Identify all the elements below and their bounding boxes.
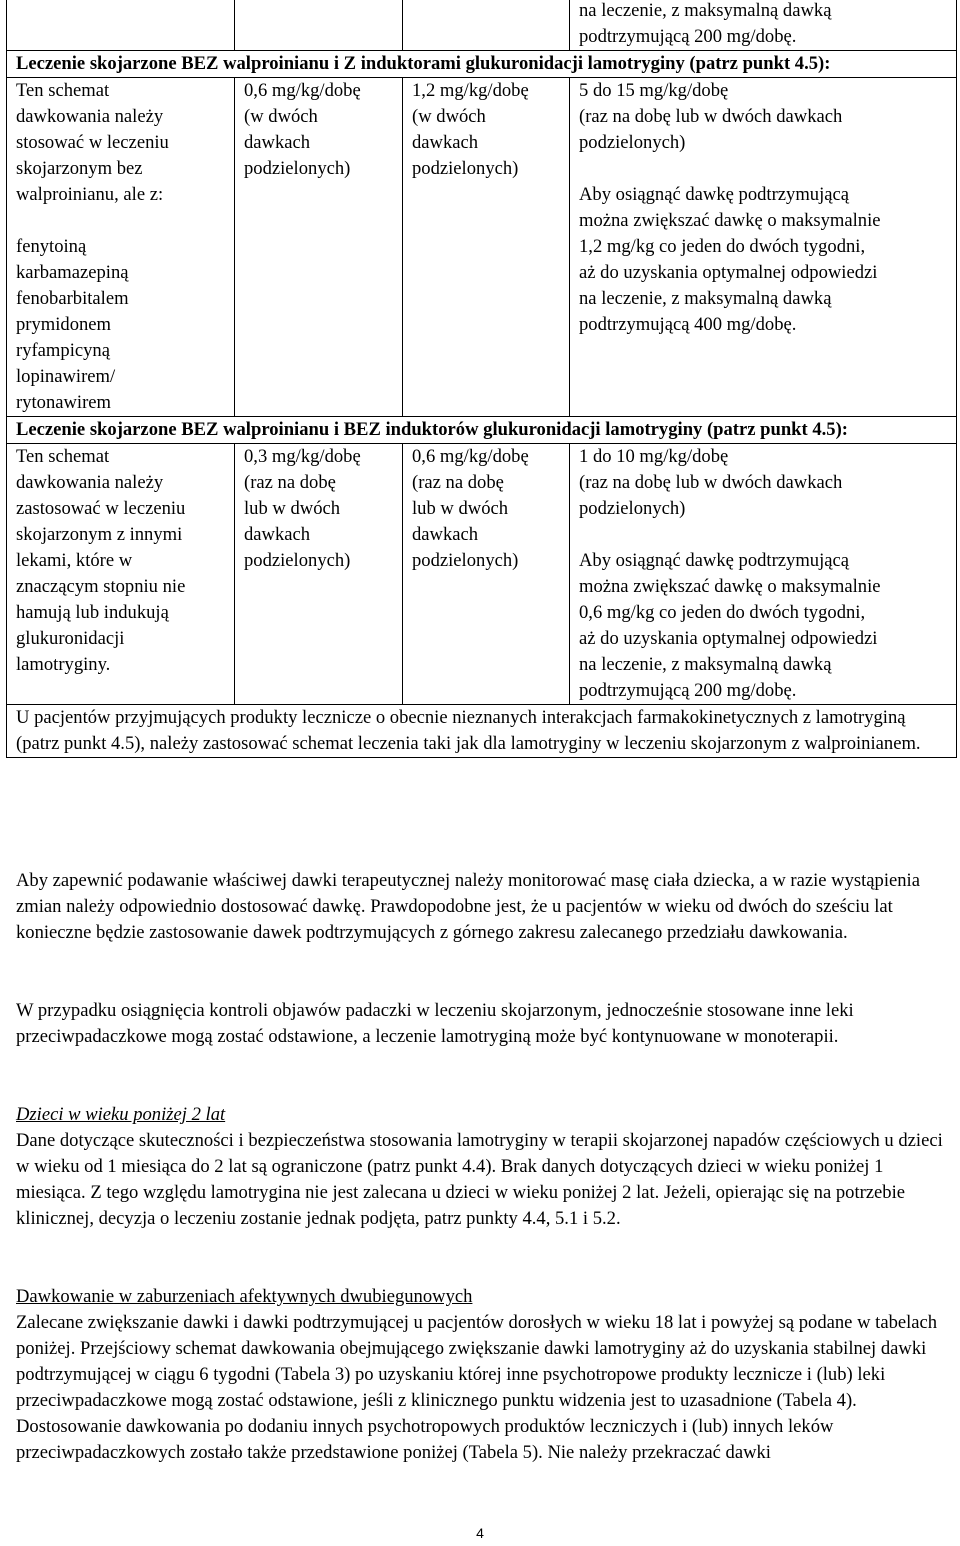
section-header-with-inducers: Leczenie skojarzone BEZ walproinianu i Z induktorami glukuronidacji lamotryginy (patrz punkt 4.5): <box>7 51 957 78</box>
table-cell-empty <box>7 0 235 51</box>
section-header-row <box>7 417 957 444</box>
maintenance-continued-cell: na leczenie, z maksymalną dawką podtrzymującą 200 mg/dobę. <box>570 0 957 51</box>
paragraph-bipolar-dosing: Zalecane zwiększanie dawki i dawki podtrzymującej u pacjentów dorosłych w wieku 18 lat i powyżej są podane w tabelach poniżej. Przejściowy schemat dawkowania obejmującego zwiększanie dawki lamotryginy aż do uzyskania stabilnej dawki podtrzymującej w ciągu 6 tygodni (Tabela 3) po uzyskaniu której inne psychotropowe produkty lecznicze i (lub) leki przeciwpadaczkowe mogą zostać odstawione, jeśli z klinicznego punktu widzenia jest to uzasadnione (Tabela 4). Dostosowanie dawkowania po dodaniu innych psychotropowych produktów leczniczych i (lub) innych leków przeciwpadaczkowych zostało także przedstawione poniżej (Tabela 5). Nie należy przekraczać dawki <box>16 1312 938 1463</box>
paragraph-withdrawal-monotherapy: W przypadku osiągnięcia kontroli objawów padaczki w leczeniu skojarzonym, jednocześnie stosowane inne leki przeciwpadaczkowe mogą zostać odstawione, a leczenie lamotryginą może być kontynuowane w monoterapii. <box>16 1000 854 1047</box>
heading-bipolar-dosing: Dawkowanie w zaburzeniach afektywnych dwubiegunowych <box>16 1286 473 1307</box>
heading-children-under-2: Dzieci w wieku poniżej 2 lat <box>16 1104 226 1125</box>
page-number: 4 <box>476 1525 484 1541</box>
dosing-table <box>6 0 957 758</box>
weeks-1-2-dose-cell: 0,3 mg/kg/dobę (raz na dobę lub w dwóch dawkach podzielonych) <box>235 444 403 705</box>
condition-cell: Ten schemat dawkowania należy zastosować w leczeniu skojarzonym z innymi lekami, które w znaczącym stopniu nie hamują lub indukują glukuronidacji lamotryginy. <box>7 444 235 705</box>
table-cell-empty <box>235 0 403 51</box>
weeks-3-4-dose-cell: 0,6 mg/kg/dobę (raz na dobę lub w dwóch dawkach podzielonych) <box>403 444 570 705</box>
paragraph-children-under-2: Dane dotyczące skuteczności i bezpieczeństwa stosowania lamotryginy w terapii skojarzonej napadów częściowych u dzieci w wieku od 1 miesiąca do 2 lat są ograniczone (patrz punkt 4.4). Brak danych dotyczących dzieci w wieku poniżej 1 miesiąca. Z tego względu lamotrygina nie jest zalecana u dzieci w wieku poniżej 2 lat. Jeżeli, opierając się na potrzebie klinicznej, decyzja o leczeniu zostanie jednak podjęta, patrz punkty 4.4, 5.1 i 5.2. <box>16 1130 943 1229</box>
unknown-interactions-note: U pacjentów przyjmujących produkty lecznicze o obecnie nieznanych interakcjach farmakokinetycznych z lamotryginą (patrz punkt 4.5), należy zastosować schemat leczenia taki jak dla lamotryginy w leczeniu skojarzonym z walproinianem. <box>7 705 957 758</box>
section-header-row <box>7 51 957 78</box>
table-row-continued <box>7 0 957 51</box>
table-cell-empty <box>403 0 570 51</box>
condition-cell: Ten schemat dawkowania należy stosować w leczeniu skojarzonym bez walproinianu, ale z: fenytoiną karbamazepiną fenobarbitalem prymidonem ryfampicyną lopinawirem/ rytonawirem <box>7 78 235 417</box>
table-row <box>7 444 957 705</box>
weeks-3-4-dose-cell: 1,2 mg/kg/dobę (w dwóch dawkach podzielonych) <box>403 78 570 417</box>
paragraph-body-weight-monitoring: Aby zapewnić podawanie właściwej dawki terapeutycznej należy monitorować masę ciała dziecka, a w razie wystąpienia zmian należy odpowiednio dostosować dawkę. Prawdopodobne jest, że u pacjentów w wieku od dwóch do sześciu lat konieczne będzie zastosowanie dawek podtrzymujących z górnego zakresu zalecanego przedziału dawkowania. <box>16 870 920 943</box>
table-row <box>7 78 957 417</box>
table-footer-row <box>7 705 957 758</box>
maintenance-dose-cell: 5 do 15 mg/kg/dobę (raz na dobę lub w dwóch dawkach podzielonych) Aby osiągnąć dawkę podtrzymującą można zwiększać dawkę o maksymalnie 1,2 mg/kg co jeden do dwóch tygodni, aż do uzyskania optymalnej odpowiedzi na leczenie, z maksymalną dawką podtrzymującą 400 mg/dobę. <box>570 78 957 417</box>
maintenance-dose-cell: 1 do 10 mg/kg/dobę (raz na dobę lub w dwóch dawkach podzielonych) Aby osiągnąć dawkę podtrzymującą można zwiększać dawkę o maksymalnie 0,6 mg/kg co jeden do dwóch tygodni, aż do uzyskania optymalnej odpowiedzi na leczenie, z maksymalną dawką podtrzymującą 200 mg/dobę. <box>570 444 957 705</box>
section-header-without-inducers: Leczenie skojarzone BEZ walproinianu i BEZ induktorów glukuronidacji lamotryginy (patrz punkt 4.5): <box>7 417 957 444</box>
weeks-1-2-dose-cell: 0,6 mg/kg/dobę (w dwóch dawkach podzielonych) <box>235 78 403 417</box>
